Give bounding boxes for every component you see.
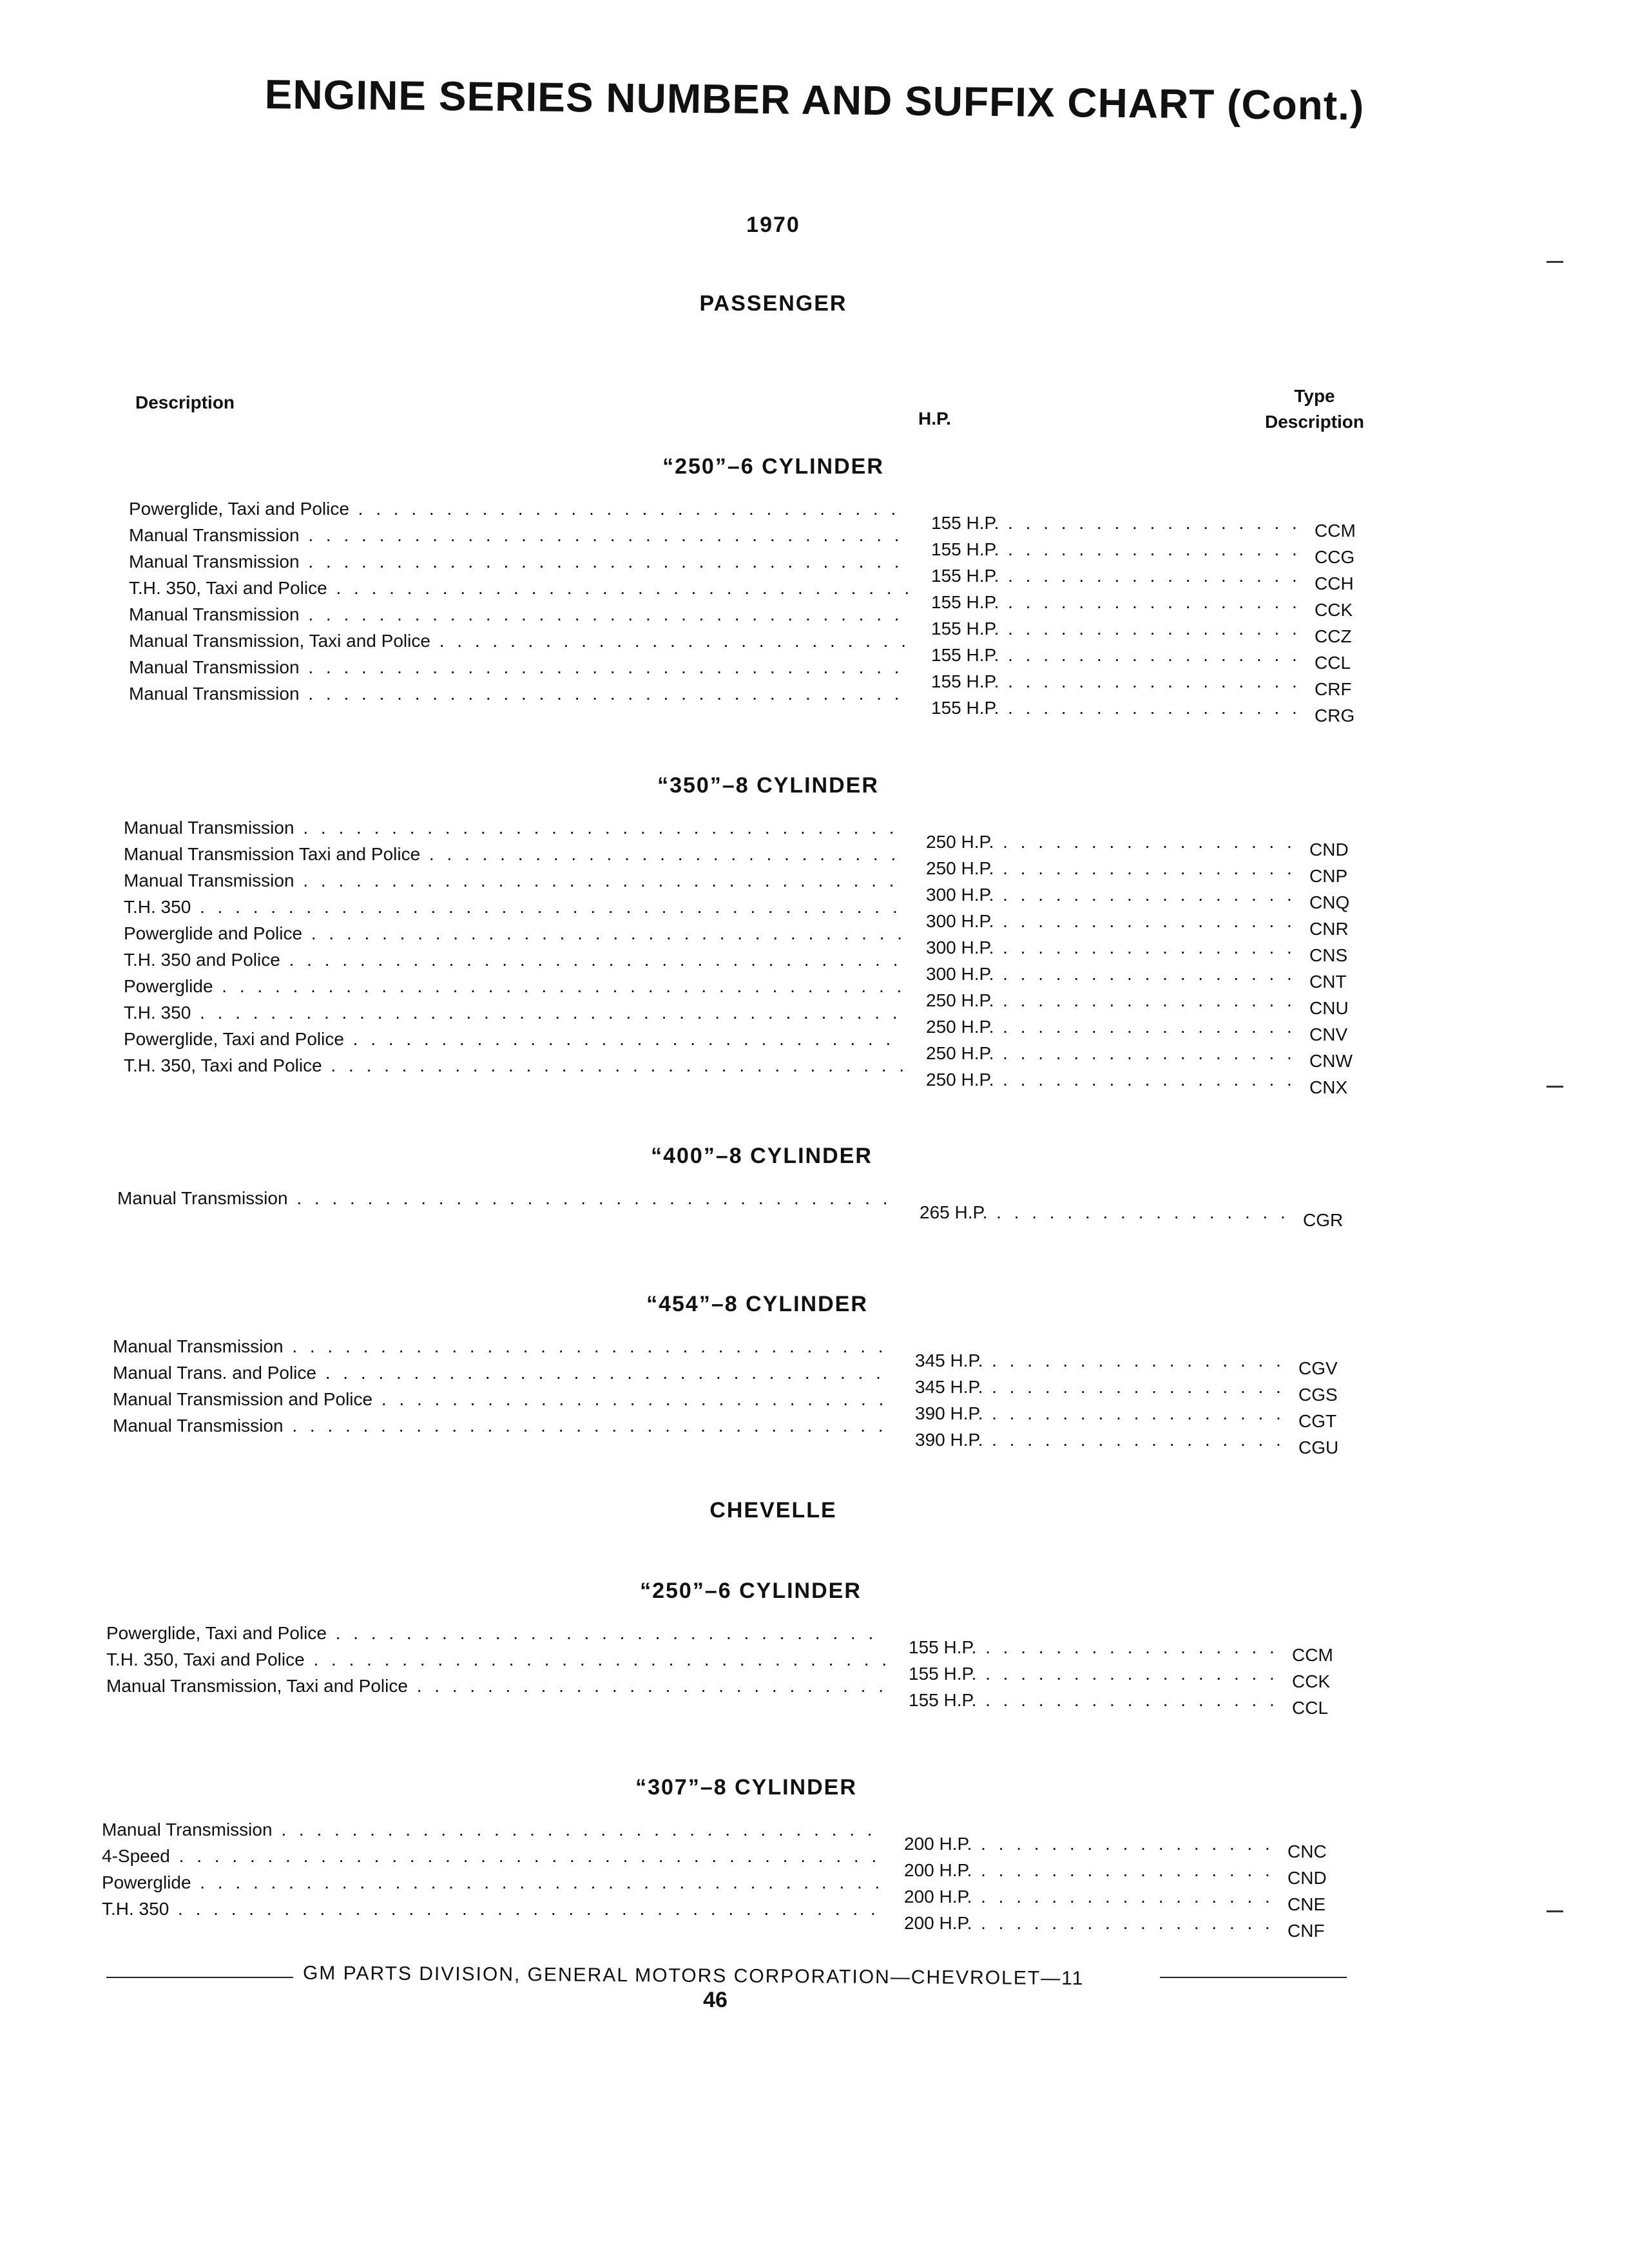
row-hp: 265 H.P. . . . bbox=[920, 1202, 1293, 1223]
section-rows bbox=[124, 818, 1412, 1097]
section-title: “250”–6 CYLINDER bbox=[662, 454, 884, 479]
footer-rule-left bbox=[106, 1977, 293, 1978]
row-type-code: CNS bbox=[1309, 945, 1348, 965]
section-chevelle-250-6 bbox=[106, 1579, 1395, 1718]
row-hp: 300 H.P. . . . bbox=[926, 937, 1300, 958]
row-hp: 345 H.P. . . . bbox=[915, 1377, 1289, 1398]
row-hp: 345 H.P. . . . bbox=[915, 1350, 1289, 1371]
row-hp: 155 H.P. . . . bbox=[931, 513, 1305, 533]
row-type-code: CNV bbox=[1309, 1024, 1348, 1044]
column-header-type bbox=[1263, 383, 1366, 435]
row-hp: 155 H.P. . . . bbox=[909, 1690, 1282, 1711]
section-rows bbox=[113, 1336, 1402, 1457]
row-description: Powerglide, Taxi and Police . . . bbox=[124, 1029, 903, 1050]
section-title: “307”–8 CYLINDER bbox=[635, 1775, 857, 1800]
row-hp: 200 H.P. . . . bbox=[904, 1860, 1278, 1881]
row-hp: 250 H.P. . . . bbox=[926, 990, 1300, 1011]
section-title: “454”–8 CYLINDER bbox=[646, 1292, 868, 1316]
row-hp: 155 H.P. . . . bbox=[931, 698, 1305, 718]
column-header-type-line2: Description bbox=[1264, 412, 1365, 432]
section-title: “400”–8 CYLINDER bbox=[651, 1144, 872, 1168]
row-type-code: CCM bbox=[1315, 521, 1356, 541]
column-header-description: Description bbox=[135, 392, 235, 412]
table-row bbox=[124, 844, 1412, 886]
margin-mark bbox=[1547, 1086, 1563, 1088]
row-type-code: CNR bbox=[1309, 919, 1349, 939]
row-description: Powerglide, Taxi and Police . . . bbox=[106, 1623, 886, 1644]
row-type-code: CGT bbox=[1298, 1411, 1337, 1431]
row-description: Manual Transmission . . . bbox=[124, 818, 903, 838]
row-type-code: CNC bbox=[1287, 1841, 1327, 1861]
row-type-code: CND bbox=[1309, 840, 1349, 860]
row-type-code: CGU bbox=[1298, 1437, 1339, 1457]
section-rows bbox=[102, 1820, 1391, 1941]
table-row bbox=[117, 1188, 1406, 1230]
row-type-code: CCL bbox=[1292, 1698, 1329, 1718]
row-hp: 155 H.P. . . . bbox=[909, 1664, 1282, 1684]
row-hp: 155 H.P. . . . bbox=[931, 539, 1305, 560]
row-description: Manual Transmission . . . bbox=[113, 1336, 892, 1357]
section-rows bbox=[106, 1623, 1395, 1718]
row-description: Manual Transmission . . . bbox=[129, 604, 909, 625]
row-description: Manual Transmission . . . bbox=[129, 552, 909, 572]
row-hp: 155 H.P. . . . bbox=[931, 645, 1305, 666]
section-chevelle-307-8 bbox=[102, 1775, 1391, 1941]
row-hp: 300 H.P. . . . bbox=[926, 964, 1300, 985]
page-number: 46 bbox=[703, 1988, 728, 2012]
table-row bbox=[102, 1899, 1391, 1941]
row-description: Manual Transmission and Police . . . bbox=[113, 1389, 892, 1410]
row-description: Manual Transmission . . . bbox=[113, 1416, 892, 1436]
row-description: Manual Transmission . . . bbox=[124, 870, 903, 891]
row-description: Manual Transmission . . . bbox=[129, 525, 909, 546]
row-type-code: CCK bbox=[1315, 600, 1353, 620]
row-description: Manual Transmission, Taxi and Police . . . bbox=[129, 631, 909, 651]
page-title: ENGINE SERIES NUMBER AND SUFFIX CHART (Cont.) bbox=[264, 71, 1365, 129]
section-title: “350”–8 CYLINDER bbox=[657, 773, 879, 798]
row-type-code: CCK bbox=[1292, 1671, 1331, 1691]
row-type-code: CCG bbox=[1315, 547, 1355, 567]
row-hp: 390 H.P. . . . bbox=[915, 1430, 1289, 1450]
row-description: Manual Transmission . . . bbox=[102, 1820, 882, 1840]
row-description: T.H. 350, Taxi and Police . . . bbox=[129, 578, 909, 599]
row-description: Manual Transmission . . . bbox=[129, 657, 909, 678]
row-hp: 200 H.P. . . . bbox=[904, 1887, 1278, 1907]
row-type-code: CNP bbox=[1309, 866, 1348, 886]
row-hp: 250 H.P. . . . bbox=[926, 858, 1300, 879]
column-header-hp: H.P. bbox=[918, 408, 951, 428]
table-row bbox=[113, 1416, 1402, 1457]
row-description: Manual Transmission, Taxi and Police . . . bbox=[106, 1676, 886, 1696]
row-hp: 200 H.P. . . . bbox=[904, 1834, 1278, 1854]
row-type-code: CCM bbox=[1292, 1645, 1333, 1665]
margin-mark bbox=[1547, 1910, 1563, 1912]
row-description: Manual Trans. and Police . . . bbox=[113, 1363, 892, 1383]
section-passenger-250-6 bbox=[129, 454, 1418, 726]
row-type-code: CNW bbox=[1309, 1051, 1353, 1071]
section-passenger-454-8 bbox=[113, 1292, 1402, 1457]
row-type-code: CNQ bbox=[1309, 892, 1350, 912]
row-description: T.H. 350, Taxi and Police . . . bbox=[124, 1055, 903, 1076]
table-row bbox=[106, 1676, 1395, 1718]
row-description: Manual Transmission Taxi and Police . . . bbox=[124, 844, 903, 865]
footer-text: GM PARTS DIVISION, GENERAL MOTORS CORPORATION—CHEVROLET—11 bbox=[302, 1962, 1084, 1990]
table-row bbox=[129, 631, 1418, 673]
row-description: T.H. 350 and Police . . . bbox=[124, 950, 903, 970]
row-description: T.H. 350 . . . bbox=[102, 1899, 882, 1919]
section-passenger-400-8 bbox=[117, 1144, 1406, 1230]
row-type-code: CRG bbox=[1315, 706, 1355, 726]
section-rows bbox=[129, 499, 1418, 726]
passenger-heading: PASSENGER bbox=[699, 291, 847, 316]
chevelle-heading: CHEVELLE bbox=[709, 1498, 837, 1523]
table-row bbox=[113, 1389, 1402, 1431]
row-hp: 390 H.P. . . . bbox=[915, 1403, 1289, 1424]
row-description: Powerglide . . . bbox=[102, 1872, 882, 1893]
margin-mark bbox=[1547, 261, 1563, 263]
row-hp: 155 H.P. . . . bbox=[909, 1637, 1282, 1658]
table-row bbox=[129, 525, 1418, 567]
row-hp: 300 H.P. . . . bbox=[926, 885, 1300, 905]
row-hp: 250 H.P. . . . bbox=[926, 832, 1300, 852]
row-description: Manual Transmission . . . bbox=[117, 1188, 897, 1209]
row-type-code: CND bbox=[1287, 1868, 1327, 1888]
table-row bbox=[124, 1055, 1412, 1097]
row-type-code: CCH bbox=[1315, 573, 1354, 593]
row-hp: 200 H.P. . . . bbox=[904, 1913, 1278, 1934]
row-hp: 155 H.P. . . . bbox=[931, 619, 1305, 639]
row-hp: 250 H.P. . . . bbox=[926, 1070, 1300, 1090]
row-type-code: CRF bbox=[1315, 679, 1352, 699]
row-hp: 250 H.P. . . . bbox=[926, 1017, 1300, 1037]
row-hp: 250 H.P. . . . bbox=[926, 1043, 1300, 1064]
year-heading: 1970 bbox=[746, 213, 800, 237]
row-description: Manual Transmission . . . bbox=[129, 684, 909, 704]
row-description: Powerglide . . . bbox=[124, 976, 903, 997]
section-passenger-350-8 bbox=[124, 773, 1412, 1097]
row-hp: 155 H.P. . . . bbox=[931, 566, 1305, 586]
row-hp: 155 H.P. . . . bbox=[931, 592, 1305, 613]
row-type-code: CGV bbox=[1298, 1358, 1338, 1378]
row-type-code: CNF bbox=[1287, 1921, 1325, 1941]
column-header-type-line1: Type bbox=[1294, 386, 1335, 406]
section-rows bbox=[117, 1188, 1406, 1230]
section-title: “250”–6 CYLINDER bbox=[640, 1579, 862, 1603]
row-hp: 300 H.P. . . . bbox=[926, 911, 1300, 932]
row-type-code: CCL bbox=[1315, 653, 1351, 673]
row-description: T.H. 350 . . . bbox=[124, 1003, 903, 1023]
row-type-code: CNE bbox=[1287, 1894, 1326, 1914]
row-description: T.H. 350, Taxi and Police . . . bbox=[106, 1649, 886, 1670]
row-type-code: CCZ bbox=[1315, 626, 1352, 646]
row-type-code: CGS bbox=[1298, 1385, 1338, 1405]
row-description: 4-Speed . . . bbox=[102, 1846, 882, 1867]
row-type-code: CNU bbox=[1309, 998, 1349, 1018]
footer-rule-right bbox=[1160, 1977, 1347, 1978]
row-type-code: CNT bbox=[1309, 972, 1347, 992]
row-description: Powerglide and Police . . . bbox=[124, 923, 903, 944]
row-description: T.H. 350 . . . bbox=[124, 897, 903, 918]
table-row bbox=[129, 684, 1418, 726]
row-hp: 155 H.P. . . . bbox=[931, 671, 1305, 692]
row-type-code: CNX bbox=[1309, 1077, 1348, 1097]
row-type-code: CGR bbox=[1303, 1210, 1344, 1230]
table-row bbox=[129, 657, 1418, 699]
row-description: Powerglide, Taxi and Police . . . bbox=[129, 499, 909, 519]
